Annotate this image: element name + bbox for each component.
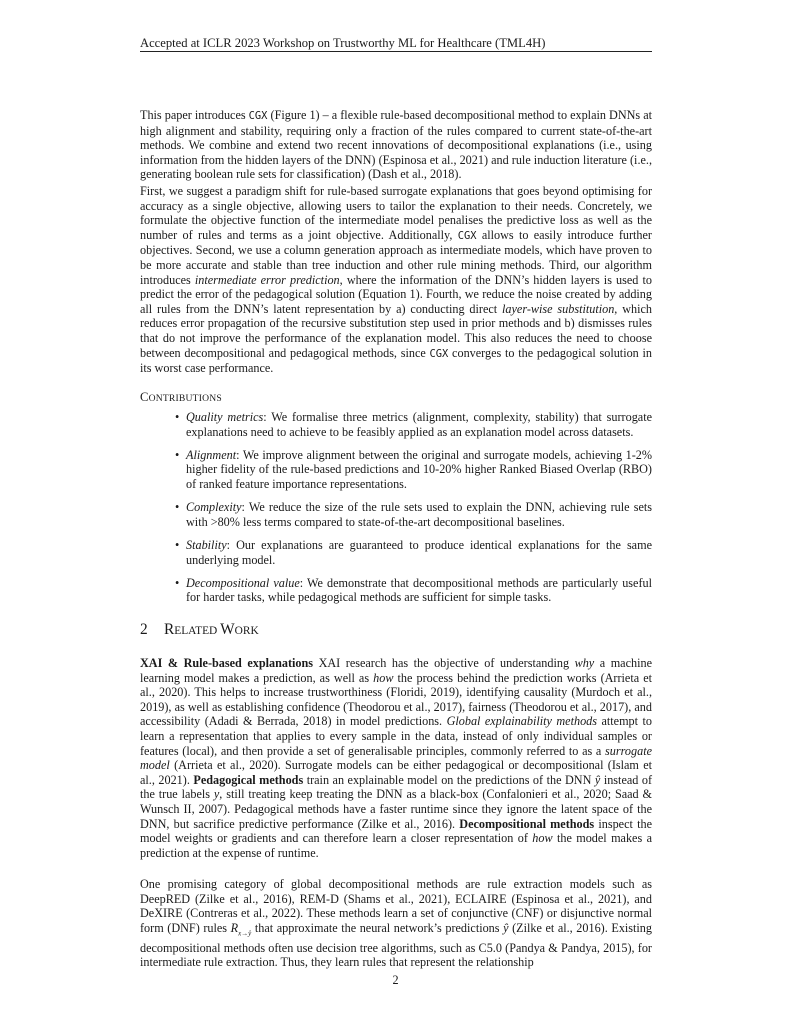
item-label: Quality metrics [186, 410, 264, 424]
related-work-paragraph-1: XAI & Rule-based explanations XAI research has the objective of understanding why a machine learning model makes a prediction, as well as how the process behind the prediction works (Arrieta et al., 2020). This helps to increase trustworthiness (Floridi, 2019), identifying causality (Murdoch et al., 2019), as well as establishing confidence (Theodorou et al., 2017), fairness (Theodorou et al., 2017), and accessibility (Adadi & Berrada, 2018) in model predictions. Global explainability methods attempt to learn a representation that applies to every sample in the data, instead of only individual samples or features (local), and then provide a set of generalisable principles, commonly referred to as a surrogate model (Arrieta et al., 2020). Surrogate models can be either pedagogical or decompositional (Islam et al., 2021). Pedagogical methods train an explainable model on the predictions of the DNN ŷ instead of the true labels y, still treating keep treating the DNN as a black-box (Confalonieri et al., 2020; Saad & Wunsch II, 2007). Pedagogical methods have a faster runtime since they ignore the latent space of the DNN, but sacrifice predictive performance (Zilke et al., 2016). Decompositional methods inspect the model weights or gradients and can therefore learn a closer representation of how the model makes a prediction at the expense of runtime. [140, 656, 653, 860]
list-item [140, 500, 652, 529]
contributions-list [140, 410, 652, 614]
item-label: Alignment [186, 447, 237, 462]
contributions-heading: CONTRIBUTIONS [140, 390, 222, 404]
item-text: : Our explanations are guaranteed to produce identical explanations for the same underlying model. [186, 537, 652, 567]
list-item [140, 576, 652, 605]
cgx-name: CGX [429, 347, 449, 360]
item-label: Stability [186, 537, 227, 552]
paragraph-heading: XAI & Rule-based explanations [140, 656, 314, 670]
list-item [140, 448, 652, 492]
item-label: Decompositional value [186, 575, 300, 590]
math-y: y [213, 787, 220, 802]
section-heading: 2 RELATED WORK [140, 621, 259, 638]
item-label: Complexity [186, 500, 242, 515]
math-rule: $R_{x\to ŷ}$ [230, 920, 252, 938]
bullet: • [175, 410, 180, 424]
bullet: • [175, 447, 180, 462]
item-text: : We formalise three metrics (alignment, complexity, stability) that surrogate explanations need to achieve to be feasibly applied as an explanation model across datasets. [186, 410, 652, 439]
bullet: • [175, 500, 180, 515]
page-number: 2 [392, 973, 399, 987]
item-text: : We improve alignment between the original and surrogate models, achieving 1-2% higher fidelity of the rule-based predictions and 10-20% higher Ranked Biased Overlap (RBO) of ranked feature importance representations. [186, 447, 652, 491]
bullet: • [175, 575, 180, 590]
emphasis: layer-wise substitution [502, 301, 615, 316]
item-text: : We demonstrate that decompositional methods are particularly useful for harder tasks, while pedagogical methods are sufficient for simple tasks. [186, 575, 652, 605]
related-work-paragraph-2: One promising category of global decompositional methods are rule extraction models such as DeepRED (Zilke et al., 2016), REM-D (Shams et al., 2021), ECLAIRE (Espinosa et al., 2021), and DeXIRE (Contreras et al., 2022). These methods learn a set of conjunctive (CNF) or disjunctive normal form (DNF) rules $R_{x\to ŷ}$ that approximate the neural network’s predictions ŷ (Zilke et al., 2016). Existing decompositional methods often use decision tree algorithms, such as C5.0 (Pandya & Pandya, 2015), for intermediate rule extraction. Thus, they learn rules that represent the relationship [140, 877, 652, 970]
list-item [140, 538, 652, 567]
intro-paragraph-1: This paper introduces CGX (Figure 1) – a flexible rule-based decompositional method to explain DNNs at high alignment and stability, requiring only a fraction of the rules compared to current state-of-the-art methods. We combine and extend two recent innovations of decompositional explanations (i.e., using information from the hidden layers of the DNN) (Espinosa et al., 2021) and rule induction literature (i.e., generating boolean rule sets for classification) (Dash et al., 2018). [140, 108, 653, 182]
term-decompositional: Decompositional methods [459, 816, 595, 831]
header-rule [140, 51, 652, 52]
list-item [140, 410, 652, 439]
term-pedagogical: Pedagogical methods [193, 772, 304, 787]
math-yhat: ŷ [594, 772, 601, 787]
item-text: : We reduce the size of the rule sets used to explain the DNN, achieving rule sets with >80% less terms compared to state-of-the-art decompositional baselines. [186, 500, 652, 529]
section-number: 2 [140, 621, 148, 638]
math-yhat: ŷ [503, 920, 509, 935]
cgx-name: CGX [457, 229, 477, 242]
bullet: • [175, 537, 180, 552]
running-header: Accepted at ICLR 2023 Workshop on Trustworthy ML for Healthcare (TML4H) [140, 36, 546, 50]
emphasis: intermediate error prediction [194, 272, 340, 287]
cgx-name: CGX [248, 110, 268, 122]
intro-paragraph-2: First, we suggest a paradigm shift for rule-based surrogate explanations that goes beyond optimising for accuracy as a single objective, allowing users to tailor the explanation to their needs. Concretely, we formulate the objective function of the intermediate model penalises the predictive loss as well as the number of rules and terms as a joint objective. Additionally, CGX allows to easily introduce further objectives. Second, we use a column generation approach as intermediate models, which have proven to be more accurate and stable than tree induction and other rule mining methods. Third, our algorithm introduces intermediate error prediction, where the information of the DNN’s hidden layers is used to predict the error of the pedagogical solution (Equation 1). Fourth, we reduce the noise created by adding all rules from the DNN’s latent representation by a) conducting direct layer-wise substitution, which reduces error propagation of the recursive substitution step used in prior methods and b) dismisses rules that do not improve the performance of the explanation model. This also reduces the need to choose between decompositional and pedagogical methods, since CGX converges to the pedagogical solution in its worst case performance. [140, 184, 652, 376]
